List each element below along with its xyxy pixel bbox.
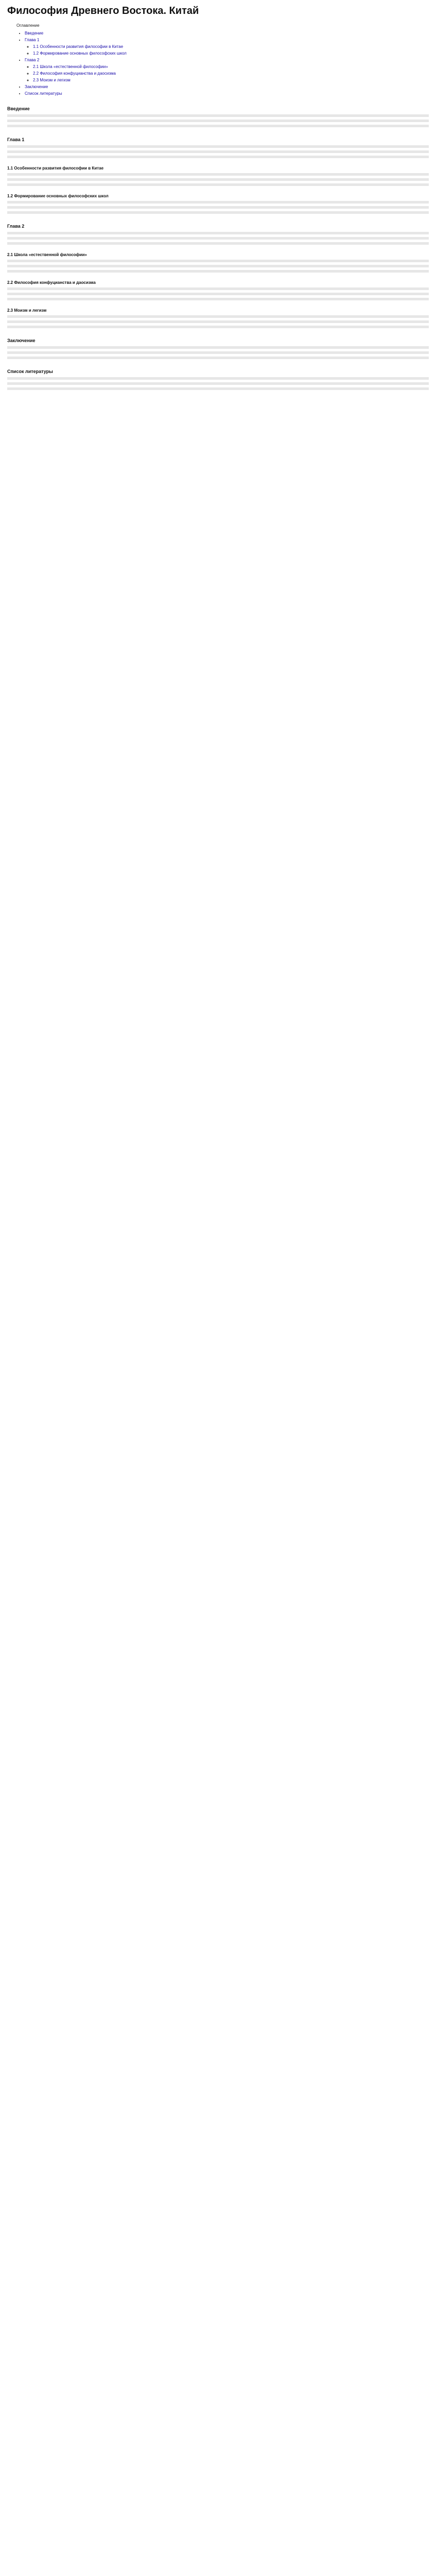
toc-item [25,30,429,37]
paragraph-placeholder [7,232,429,247]
toc-heading: Оглавление [16,23,40,28]
paragraph-placeholder [7,346,429,362]
toc-link[interactable]: Заключение [25,84,48,89]
toc-item [25,57,429,83]
subsection-heading: 2.2 Философия конфуцианства и даосизма [7,280,96,285]
toc-sublink[interactable]: 1.1 Особенности развития философии в Китае [33,44,124,49]
toc-item [25,83,429,90]
paragraph-placeholder [7,201,429,216]
subsection-heading: 2.3 Моизм и легизм [7,308,47,313]
toc-link[interactable]: Введение [25,31,44,36]
paragraph-placeholder [7,173,429,189]
toc-list [16,30,429,97]
section-heading: Глава 2 [7,224,25,229]
section-heading: Введение [7,106,30,111]
paragraph-placeholder [7,315,429,331]
toc-subitem [33,50,429,57]
toc-subitem [33,43,429,50]
toc-link[interactable]: Список литературы [25,91,62,96]
paragraph-placeholder [7,145,429,161]
document-page [0,0,436,416]
document-body [7,106,429,393]
toc-sublink[interactable]: 2.1 Школа «естественной философии» [33,64,108,69]
toc-sublist [25,43,429,57]
toc-item [25,37,429,57]
toc-subitem [33,63,429,70]
section-heading: Список литературы [7,369,53,374]
paragraph-placeholder [7,287,429,303]
toc-item [25,90,429,97]
toc-sublink[interactable]: 2.3 Моизм и легизм [33,78,71,82]
toc-subitem [33,70,429,77]
paragraph-placeholder [7,114,429,130]
section-heading: Заключение [7,338,36,343]
toc-sublist [25,63,429,83]
subsection-heading: 2.1 Школа «естественной философии» [7,252,87,257]
subsection-heading: 1.1 Особенности развития философии в Китае [7,166,104,171]
paragraph-placeholder [7,260,429,275]
section-heading: Глава 1 [7,137,25,142]
table-of-contents [7,22,429,97]
paragraph-placeholder [7,377,429,393]
toc-sublink[interactable]: 1.2 Формирование основных философских школ [33,51,127,56]
toc-link[interactable]: Глава 1 [25,38,40,42]
toc-subitem [33,77,429,83]
toc-link[interactable]: Глава 2 [25,58,40,62]
toc-sublink[interactable]: 2.2 Философия конфуцианства и даосизма [33,71,116,76]
page-title: Философия Древнего Востока. Китай [7,5,199,16]
subsection-heading: 1.2 Формирование основных философских школ [7,194,109,198]
